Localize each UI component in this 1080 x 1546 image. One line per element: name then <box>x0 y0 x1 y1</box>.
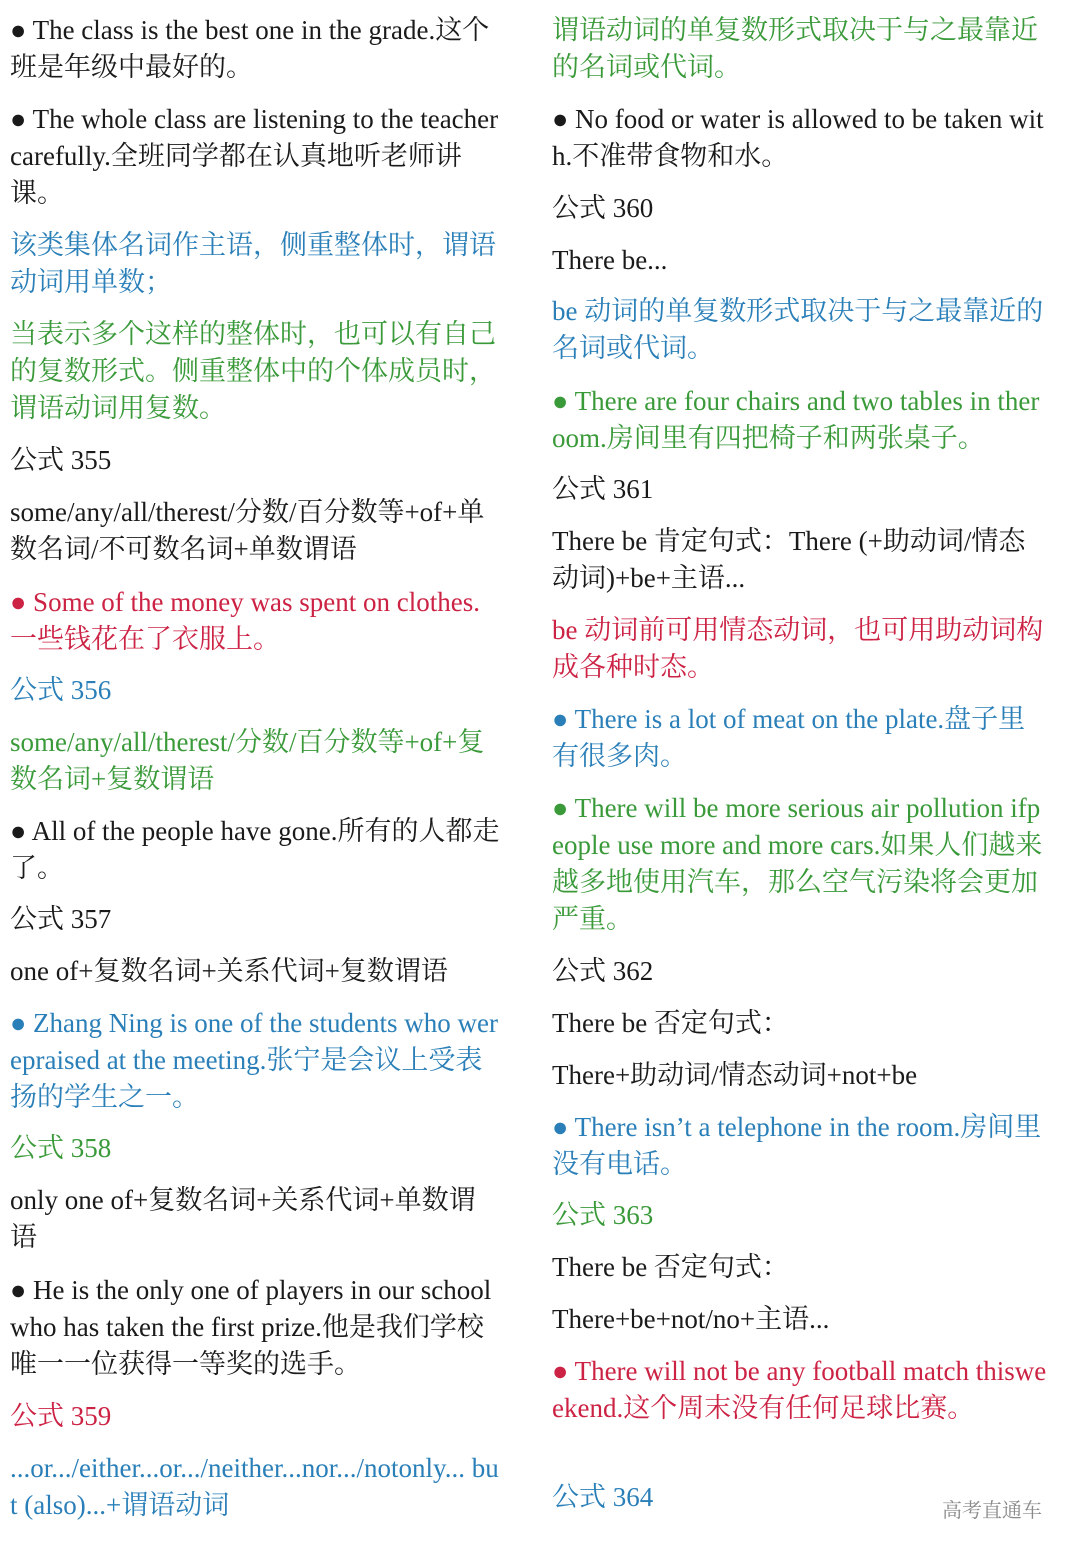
example-sentence: ● The class is the best one in the grade.这个班是年级中最好的。 <box>10 15 490 82</box>
formula-rule: only one of+复数名词+关系代词+单数谓语 <box>10 1185 476 1252</box>
formula-rule: ...or.../either...or.../neither...nor.../notonly... but (also)...+谓语动词 <box>10 1453 499 1520</box>
explanation-text: 谓语动词的单复数形式取决于与之最靠近的名词或代词。 <box>552 15 1038 82</box>
formula-heading: 公式 357 <box>10 904 112 934</box>
formula-heading: 公式 360 <box>552 193 654 223</box>
explanation-text: be 动词前可用情态动词，也可用助动词构成各种时态。 <box>552 615 1044 682</box>
formula-rule: There be 肯定句式：There (+助动词/情态动词)+be+主语... <box>552 526 1026 593</box>
formula-rule: some/any/all/therest/分数/百分数等+of+复数名词+复数谓语 <box>10 727 485 794</box>
formula-rule: one of+复数名词+关系代词+复数谓语 <box>10 956 448 986</box>
example-sentence: ● He is the only one of players in our schoolwho has taken the first prize.他是我们学校唯一一位获得一等奖的选手。 <box>10 1275 492 1379</box>
example-sentence: ● There isn’t a telephone in the room.房间里没有电话。 <box>552 1112 1042 1179</box>
example-sentence: ● Some of the money was spent on clothes.一些钱花在了衣服上。 <box>10 587 480 654</box>
watermark: 高考直通车 <box>942 1498 1042 1522</box>
explanation-text: 当表示多个这样的整体时，也可以有自己的复数形式。侧重整体中的个体成员时，谓语动词用复数。 <box>10 319 496 423</box>
formula-heading: 公式 361 <box>552 474 654 504</box>
formula-heading: 公式 359 <box>10 1401 112 1431</box>
explanation-text: 该类集体名词作主语，侧重整体时，谓语动词用单数； <box>10 230 496 297</box>
explanation-text: be 动词的单复数形式取决于与之最靠近的名词或代词。 <box>552 296 1044 363</box>
example-sentence: ● There will not be any football match thisweekend.这个周末没有任何足球比赛。 <box>552 1356 1047 1423</box>
example-sentence: ● There will be more serious air pollution ifpeople use more and more cars.如果人们越来越多地使用汽车，那么空气污染将会更加严重。 <box>552 793 1043 934</box>
example-sentence: ● Zhang Ning is one of the students who werepraised at the meeting.张宁是会议上受表扬的学生之一。 <box>10 1008 498 1112</box>
formula-heading: 公式 355 <box>10 445 112 475</box>
example-sentence: ● All of the people have gone.所有的人都走了。 <box>10 816 500 883</box>
formula-heading: 公式 358 <box>10 1133 112 1163</box>
example-sentence: ● There is a lot of meat on the plate.盘子里有很多肉。 <box>552 704 1026 771</box>
example-sentence: ● No food or water is allowed to be taken with.不准带食物和水。 <box>552 104 1044 171</box>
example-sentence: ● The whole class are listening to the teachercarefully.全班同学都在认真地听老师讲课。 <box>10 104 499 208</box>
example-sentence: ● There are four chairs and two tables in theroom.房间里有四把椅子和两张桌子。 <box>552 386 1040 453</box>
formula-heading: 公式 364 <box>552 1482 654 1512</box>
formula-rule: some/any/all/therest/分数/百分数等+of+单数名词/不可数名词+单数谓语 <box>10 497 485 564</box>
formula-rule: There+be+not/no+主语... <box>552 1304 830 1334</box>
formula-rule: There+助动词/情态动词+not+be <box>552 1060 918 1090</box>
formula-rule: There be... <box>552 245 668 275</box>
formula-heading: 公式 363 <box>552 1200 654 1230</box>
formula-rule: There be 否定句式： <box>552 1252 789 1282</box>
formula-rule: There be 否定句式： <box>552 1008 789 1038</box>
formula-heading: 公式 362 <box>552 956 654 986</box>
formula-heading: 公式 356 <box>10 675 112 705</box>
